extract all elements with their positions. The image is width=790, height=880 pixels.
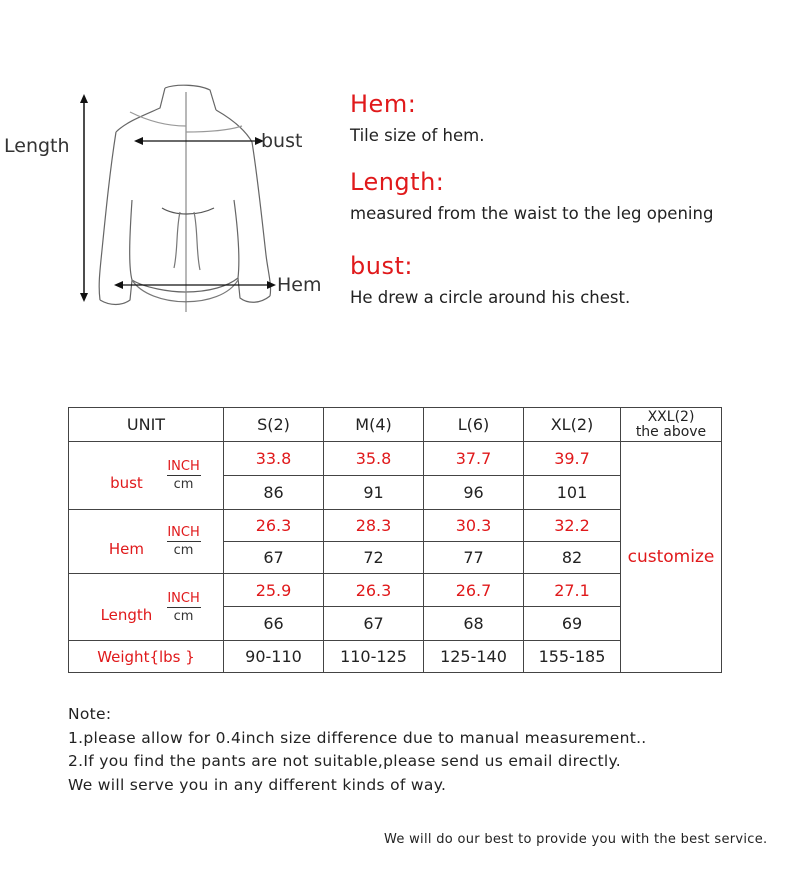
table-cell: 90-110	[224, 641, 324, 673]
size-header-xl: XL(2)	[524, 408, 621, 442]
customize-cell: customize	[621, 442, 722, 673]
table-cell: 39.7	[524, 442, 621, 476]
table-cell: 32.2	[524, 510, 621, 542]
above-label: the above	[635, 423, 707, 440]
table-cell: 91	[324, 476, 424, 510]
footer-text: We will do our best to provide you with the best service.	[384, 832, 768, 847]
table-cell: 110-125	[324, 641, 424, 673]
length-row-label	[69, 574, 224, 641]
table-cell: 35.8	[324, 442, 424, 476]
notes-title: Note:	[68, 705, 112, 723]
size-header-s: S(2)	[224, 408, 324, 442]
table-cell: 67	[224, 542, 324, 574]
note-line: 2.If you find the pants are not suitable,please send us email directly.	[68, 752, 622, 770]
table-cell: 33.8	[224, 442, 324, 476]
table-cell: 26.7	[424, 574, 524, 607]
bust-definition-title: bust:	[350, 252, 413, 280]
table-cell: 26.3	[224, 510, 324, 542]
table-cell: 66	[224, 607, 324, 641]
hem-label: Hem	[277, 274, 322, 296]
hem-row-label	[69, 510, 224, 574]
table-cell: 67	[324, 607, 424, 641]
size-header-m: M(4)	[324, 408, 424, 442]
unit-fraction: $\frac{\text{INCH}}{cm}$	[167, 459, 200, 492]
table-cell: 69	[524, 607, 621, 641]
table-cell: 101	[524, 476, 621, 510]
table-cell: 72	[324, 542, 424, 574]
table-cell: 155-185	[524, 641, 621, 673]
bust-row-label	[69, 442, 224, 510]
unit-header: UNIT	[69, 408, 224, 442]
notes-section	[68, 703, 647, 797]
xxl-label: XXL(2)	[647, 408, 695, 425]
table-cell: 86	[224, 476, 324, 510]
size-header-l: L(6)	[424, 408, 524, 442]
unit-fraction: $\frac{\text{INCH}}{cm}$	[167, 590, 200, 624]
length-definition-title: Length:	[350, 168, 445, 196]
bust-definition-text: He drew a circle around his chest.	[350, 288, 631, 307]
table-cell: 68	[424, 607, 524, 641]
table-cell: 30.3	[424, 510, 524, 542]
table-cell: 96	[424, 476, 524, 510]
length-label: Length	[4, 135, 70, 157]
bust-row-name: bust	[110, 474, 143, 492]
table-cell: 125-140	[424, 641, 524, 673]
table-cell: 25.9	[224, 574, 324, 607]
length-row-name: Length	[100, 605, 153, 624]
table-cell: 82	[524, 542, 621, 574]
size-header-xxl	[621, 408, 722, 442]
note-line: We will serve you in any different kinds of way.	[68, 775, 447, 794]
hem-definition-text: Tile size of hem.	[350, 126, 485, 145]
table-cell: 77	[424, 542, 524, 574]
unit-fraction: $\frac{\text{INCH}}{cm}$	[167, 525, 200, 558]
table-header-row	[69, 408, 722, 442]
table-cell: 26.3	[324, 574, 424, 607]
note-line: 1.please allow for 0.4inch size difference due to manual measurement..	[68, 728, 647, 747]
bust-label: bust	[261, 130, 303, 152]
table-cell: 28.3	[324, 510, 424, 542]
table-cell: 37.7	[424, 442, 524, 476]
size-chart-table	[68, 407, 722, 673]
table-row	[69, 442, 722, 476]
length-definition-text: measured from the waist to the leg opening	[350, 204, 714, 223]
hem-definition-title: Hem:	[350, 90, 417, 118]
table-cell: 27.1	[524, 574, 621, 607]
weight-label: Weight{lbs }	[69, 641, 224, 673]
hem-row-name: Hem	[108, 540, 145, 558]
